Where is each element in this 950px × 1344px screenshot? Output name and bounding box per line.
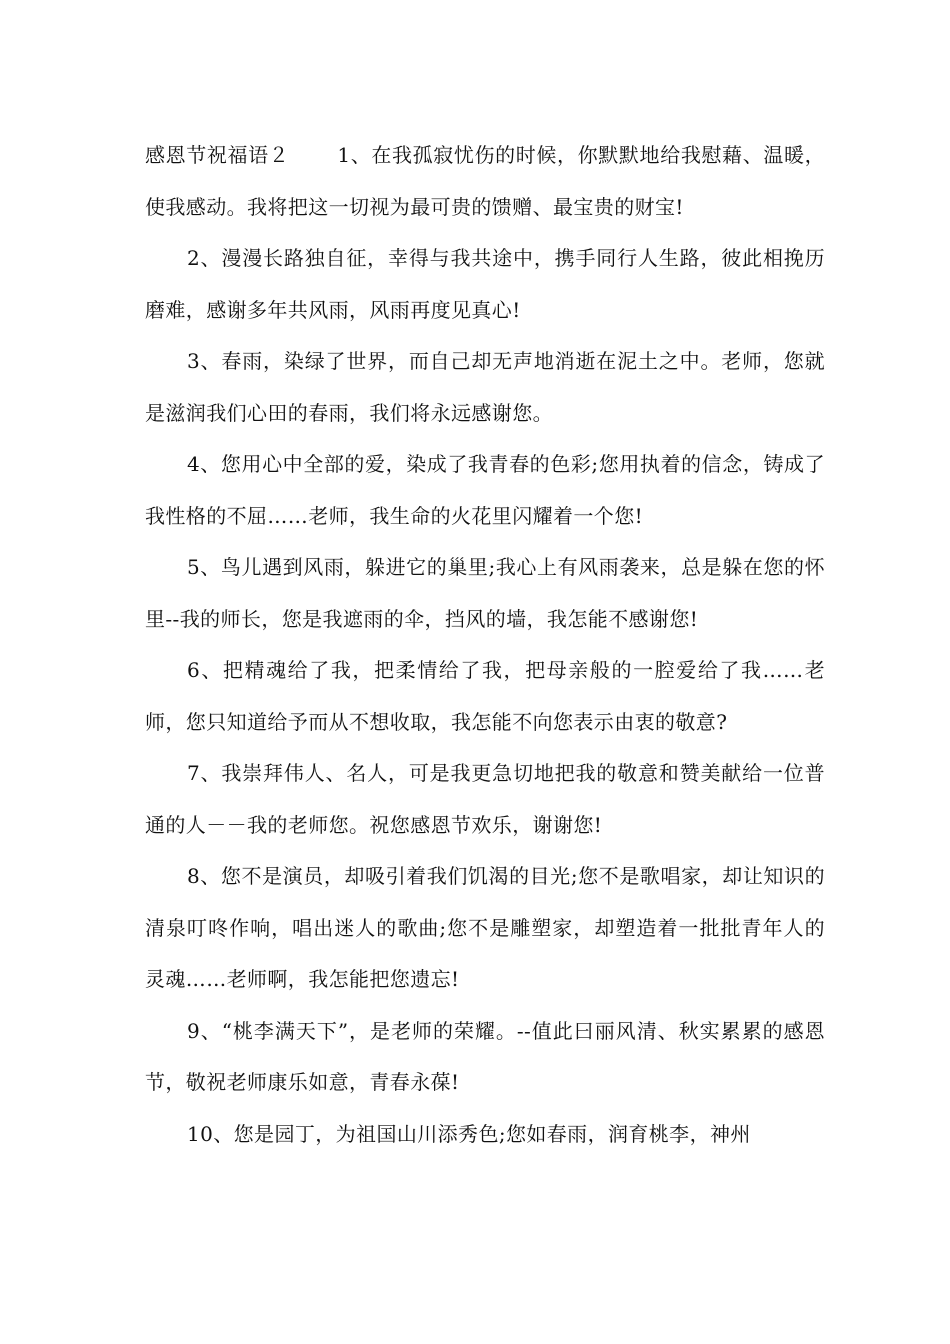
- paragraph-2: 2、漫漫长路独自征，幸得与我共途中，携手同行人生路，彼此相挽历磨难，感谢多年共风雨，风雨再度见真心!: [145, 246, 825, 322]
- paragraph-8: 8、您不是演员，却吸引着我们饥渴的目光;您不是歌唱家，却让知识的清泉叮咚作响，唱出迷人的歌曲;您不是雕塑家，却塑造着一批批青年人的灵魂……老师啊，我怎能把您遗忘!: [145, 864, 825, 991]
- paragraph-1-text: 1、在我孤寂忧伤的时候，你默默地给我慰藉、温暖，使我感动。我将把这一切视为最可贵的馈赠、最宝贵的财宝!: [145, 143, 825, 219]
- paragraph-9: 9、“桃李满天下”，是老师的荣耀。--值此曰丽风清、秋实累累的感恩节，敬祝老师康乐如意，青春永葆!: [145, 1018, 825, 1094]
- document-body: [145, 130, 825, 1160]
- paragraph-7: 7、我崇拜伟人、名人，可是我更急切地把我的敬意和赞美献给一位普通的人－－我的老师您。祝您感恩节欢乐，谢谢您!: [145, 761, 825, 837]
- paragraph-10: 10、您是园丁，为祖国山川添秀色;您如春雨，润育桃李，神州: [187, 1121, 751, 1146]
- paragraph-4: 4、您用心中全部的爱，染成了我青春的色彩;您用执着的信念，铸成了我性格的不屈……老师，我生命的火花里闪耀着一个您!: [145, 452, 825, 528]
- paragraph-5: 5、鸟儿遇到风雨，躲进它的巢里;我心上有风雨袭来，总是躲在您的怀里--我的师长，您是我遮雨的伞，挡风的墙，我怎能不感谢您!: [145, 555, 825, 631]
- paragraph-6: 6、把精魂给了我，把柔情给了我，把母亲般的一腔爱给了我……老师，您只知道给予而从不想收取，我怎能不向您表示由衷的敬意?: [145, 658, 825, 734]
- first-paragraph: [145, 130, 825, 233]
- paragraph-3: 3、春雨，染绿了世界，而自己却无声地消逝在泥土之中。老师，您就是滋润我们心田的春雨，我们将永远感谢您。: [145, 349, 825, 425]
- document-title: 感恩节祝福语２: [145, 143, 290, 167]
